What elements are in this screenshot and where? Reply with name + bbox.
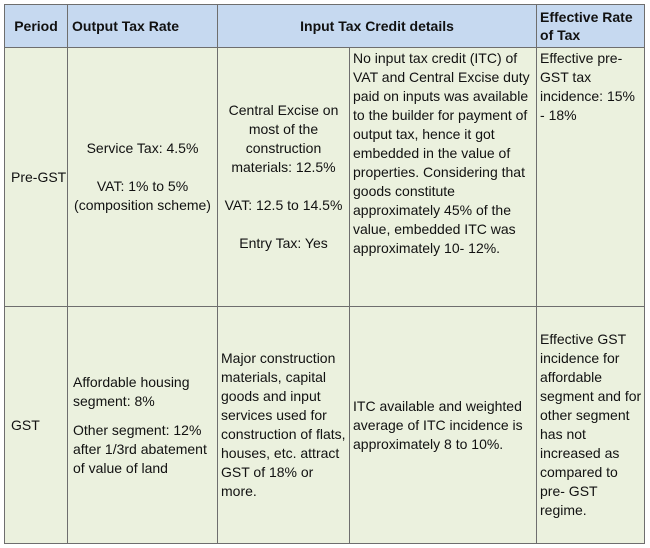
pre-gst-itc-details: No input tax credit (ITC) of VAT and Central Excise duty paid on inputs was available to the builder for payment of output tax, hence it got embedded in the value of properties. Considering that goods constitute approximately 45% of the value, embedded ITC was approximately 10- 12%. [353, 50, 530, 257]
gst-itc-materials: Major construction materials, capital goods and input services used for construction of flats, houses, etc. attract GST of 18% or more. [221, 350, 346, 500]
pre-gst-period: Pre-GST [11, 168, 67, 185]
pre-gst-itc-details-cell [350, 48, 537, 307]
pre-gst-central-excise: Central Excise on most of the construction materials: 12.5% [228, 102, 339, 176]
header-effective-rate: Effective Rate of Tax [537, 5, 645, 48]
pre-gst-effective-cell [537, 48, 645, 307]
gst-effective-cell [537, 307, 645, 544]
gst-output-cell [68, 307, 218, 544]
gst-itc-available-cell [350, 307, 537, 544]
gst-period: GST [11, 416, 40, 433]
pre-gst-entry-tax: Entry Tax: Yes [239, 235, 328, 252]
pre-gst-period-cell [5, 48, 68, 307]
pre-gst-vat-rate: VAT: 1% to 5% (composition scheme) [74, 178, 211, 214]
header-row [5, 5, 645, 48]
pre-gst-effective-rate: Effective pre-GST tax incidence: 15% - 18% [540, 50, 635, 124]
gst-affordable-rate: Affordable housing segment: 8% [73, 373, 190, 409]
header-output-tax-rate: Output Tax Rate [68, 5, 218, 48]
pre-gst-row [5, 48, 645, 307]
gst-other-rate: Other segment: 12% after 1/3rd abatement of value of land [73, 421, 207, 476]
pre-gst-service-tax: Service Tax: 4.5% [86, 140, 199, 157]
pre-gst-itc-rates-cell [218, 48, 350, 307]
pre-gst-itc-vat: VAT: 12.5 to 14.5% [224, 197, 343, 214]
header-input-tax-credit: Input Tax Credit details [218, 5, 537, 48]
header-period: Period [5, 5, 68, 48]
gst-effective-rate: Effective GST incidence for affordable segment and for other segment has not increased as compared to pre- GST regime. [540, 331, 642, 519]
pre-gst-output-cell [68, 48, 218, 307]
tax-comparison-table [4, 4, 645, 544]
gst-period-cell [5, 307, 68, 544]
gst-itc-materials-cell [218, 307, 350, 544]
gst-row [5, 307, 645, 544]
gst-itc-available: ITC available and weighted average of ITC incidence is approximately 8 to 10%. [353, 397, 523, 452]
